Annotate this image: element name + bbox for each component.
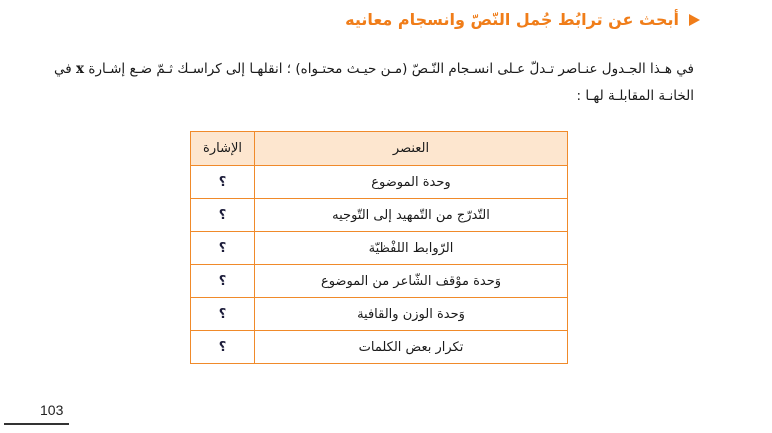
table-header-row xyxy=(191,132,568,166)
instructions-text-2: في الخانـة المقابلـة لهـا : xyxy=(54,61,694,104)
table-row xyxy=(191,331,568,364)
instructions-text-1: في هـذا الجـدول عنـاصر تـدلّ عـلى انسـجام النّـصّ (مـن حيـث محتـواه) ؛ انقلهـا إلى كراسـك ثـمّ ضـع إشـارة xyxy=(88,61,694,77)
page-number: 103 xyxy=(40,402,64,418)
element-cell: الرّوابط اللفْظيّة xyxy=(255,232,568,265)
table-row xyxy=(191,166,568,199)
elements-table xyxy=(190,131,568,364)
mark-cell: ؟ xyxy=(191,265,255,298)
mark-cell: ؟ xyxy=(191,331,255,364)
table-row xyxy=(191,298,568,331)
element-cell: وَحدة موْقف الشّاعر من الموضوع xyxy=(255,265,568,298)
instructions-paragraph xyxy=(54,56,694,110)
section-title: أبحث عن ترابُط جُمل النّصّ وانسجام معانيه xyxy=(345,10,679,29)
triangle-left-icon xyxy=(689,14,700,26)
table-row xyxy=(191,199,568,232)
table-row xyxy=(191,232,568,265)
element-cell: التّدرّج من التّمهيد إلى التّوجيه xyxy=(255,199,568,232)
header-mark: الإشارة xyxy=(191,132,255,166)
mark-cell: ؟ xyxy=(191,166,255,199)
section-heading xyxy=(345,8,700,32)
element-cell: وَحدة الوزن والقافية xyxy=(255,298,568,331)
table-row xyxy=(191,265,568,298)
page-number-rule xyxy=(4,423,69,425)
mark-symbol: x xyxy=(76,61,85,77)
element-cell: تكرار بعض الكلمات xyxy=(255,331,568,364)
header-element: العنصر xyxy=(255,132,568,166)
element-cell: وحدة الموضوع xyxy=(255,166,568,199)
mark-cell: ؟ xyxy=(191,298,255,331)
mark-cell: ؟ xyxy=(191,232,255,265)
mark-cell: ؟ xyxy=(191,199,255,232)
